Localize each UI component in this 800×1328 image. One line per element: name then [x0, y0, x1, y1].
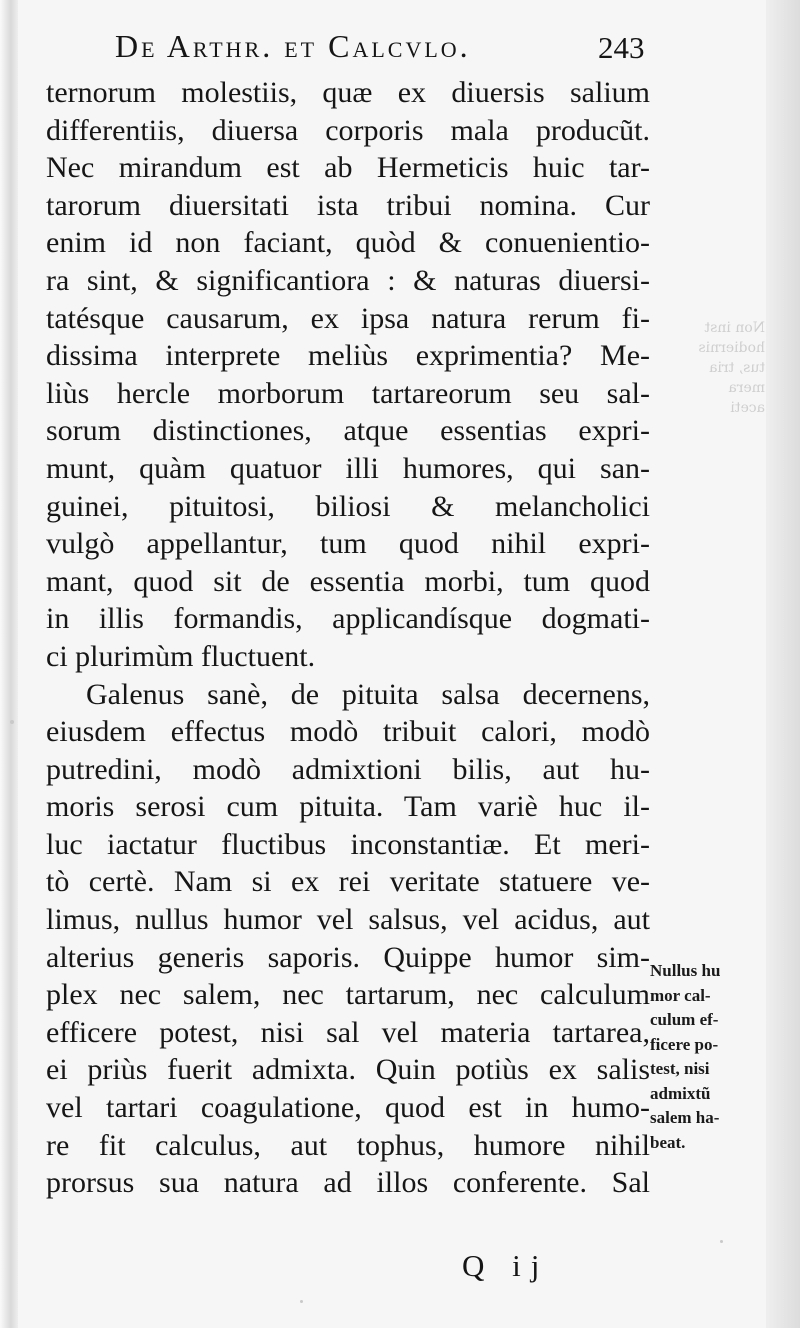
text-line: ei priùs fuerit admixta. Quin potiùs ex salis [46, 1053, 650, 1087]
show-through-line: mera [728, 380, 765, 396]
marginal-note [650, 959, 768, 1155]
marginal-note-line: admixtũ [650, 1083, 711, 1103]
text-line: vel tartari coagulatione, quod est in humo- [46, 1091, 650, 1125]
text-line: ternorum molestiis, quæ ex diuersis salium [46, 76, 650, 109]
marginal-note-line: Nullus hu [650, 961, 721, 980]
text-line: efficere potest, nisi sal vel materia tartarea, [46, 1015, 650, 1049]
show-through-line: Non inst [704, 320, 765, 336]
signature-mark: Q ij [462, 1248, 550, 1283]
text-line: tarorum diuersitati ista tribui nomina. Cur [46, 188, 650, 222]
text-line: vulgò appellantur, tum quod nihil expri- [46, 527, 650, 561]
text-line: mant, quod sit de essentia morbi, tum quod [46, 564, 650, 598]
text-line: in illis formandis, applicandísque dogmati- [46, 602, 650, 636]
text-line: enim id non faciant, quòd & conuenientio- [46, 226, 650, 260]
text-line: dissima interprete meliùs exprimentia? Me- [46, 339, 650, 373]
page-gutter-shadow [0, 0, 18, 1328]
text-line: tatésque causarum, ex ipsa natura rerum fi- [46, 301, 650, 335]
paragraph-start-line: Galenus sanè, de pituita salsa decernens, [86, 677, 650, 711]
text-line: re fit calculus, aut tophus, humore nihil [46, 1128, 650, 1162]
text-line: luc iactatur fluctibus inconstantiæ. Et meri- [46, 827, 650, 861]
page-edge-shadow [766, 0, 800, 1328]
marginal-note-line: test, nisi [650, 1059, 710, 1078]
text-line: sorum distinctiones, atque essentias expri- [46, 414, 650, 448]
show-through-text [655, 318, 765, 418]
main-text-block [46, 74, 650, 1202]
paper-speck [10, 720, 14, 724]
text-line: guinei, pituitosi, biliosi & melancholici [46, 489, 650, 523]
marginal-note-line: salem ha- [650, 1108, 720, 1127]
page-number: 243 [598, 30, 645, 65]
marginal-note-line: mor cal- [650, 985, 711, 1005]
paragraph-end-line: ci plurimùm fluctuent. [46, 639, 316, 673]
running-title: De Arthr. et Calcvlo. [115, 28, 471, 64]
text-line: Nec mirandum est ab Hermeticis huic tar- [46, 151, 650, 185]
marginal-note-line: beat. [650, 1132, 686, 1152]
text-line: munt, quàm quatuor illi humores, qui san- [46, 451, 650, 485]
marginal-note-line: ficere po- [650, 1034, 719, 1054]
text-line: ra sint, & significantiora : & naturas diuersi- [46, 263, 650, 297]
marginal-note-line: culum ef- [650, 1010, 719, 1029]
text-line: putredini, modò admixtioni bilis, aut hu- [46, 752, 650, 786]
text-line: prorsus sua natura ad illos conferente. Sal [46, 1166, 650, 1200]
text-line: liùs hercle morborum tartareorum seu sal- [46, 376, 650, 410]
text-line: plex nec salem, nec tartarum, nec calculum [46, 978, 650, 1012]
text-line: alterius generis saporis. Quippe humor sim- [46, 940, 650, 974]
text-line: tò certè. Nam si ex rei veritate statuere ve- [46, 865, 650, 899]
show-through-line: hodiernis [698, 340, 765, 356]
text-line: moris serosi cum pituita. Tam variè huc il- [46, 790, 650, 824]
paper-speck [720, 1240, 723, 1243]
text-line: limus, nullus humor vel salsus, vel acidus, aut [46, 903, 650, 937]
text-line: eiusdem effectus modò tribuit calori, modò [46, 715, 650, 749]
show-through-line: aceti [730, 400, 765, 416]
show-through-line: tus, tria [709, 360, 765, 376]
text-line: differentiis, diuersa corporis mala producũt. [46, 113, 650, 147]
paper-speck [300, 1300, 303, 1303]
